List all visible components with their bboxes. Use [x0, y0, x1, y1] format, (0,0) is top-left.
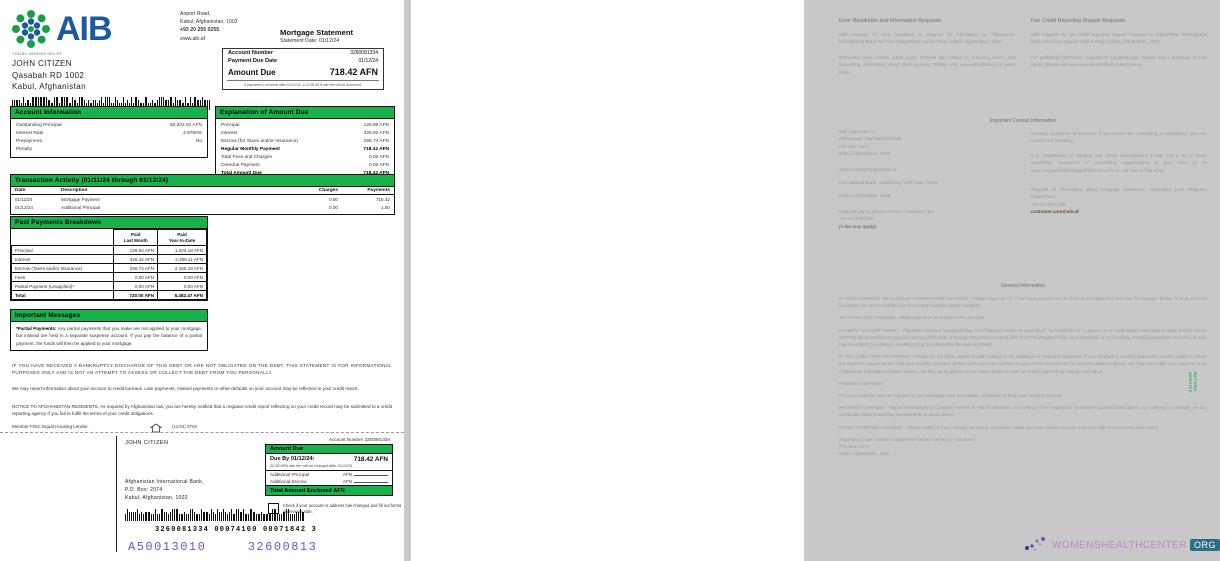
cell-label: Partial Payment (Unapplied)* — [12, 282, 114, 291]
aib-logo — [10, 8, 112, 50]
row-value: 0.00 AFN — [369, 155, 389, 160]
additional-escrow-field[interactable] — [266, 478, 392, 485]
account-number-label: Account Number — [228, 50, 274, 56]
blue-code-left: A50013010 — [128, 540, 207, 554]
amount-due-label: Amount Due — [228, 68, 276, 77]
coupon-account-label: Account Number — [328, 437, 364, 442]
avoid-late-charges-info: TO AVOID LATE CHARGES – Make payments on or before the due date. — [839, 315, 986, 321]
account-number-value: 3260081334 — [350, 50, 378, 56]
table-row — [11, 204, 394, 212]
error-resolution-section — [839, 18, 1015, 76]
additional-escrow-label: Additional Escrow — [270, 479, 307, 484]
past-payments-title: Past Payments Breakdown — [11, 217, 207, 229]
important-messages-panel — [10, 309, 208, 351]
cell-description: Additional Principal — [61, 204, 101, 210]
row-value: 325.82 AFN — [363, 131, 389, 136]
cell-last-month: 326.34 AFN — [114, 255, 158, 264]
amount-due-summary-box — [222, 48, 384, 90]
address-change-checkbox-group[interactable] — [268, 503, 404, 515]
amount-due-row — [223, 65, 383, 78]
account-info-row — [16, 146, 202, 154]
payment-due-date-row — [223, 57, 383, 65]
explanation-row — [221, 154, 389, 162]
table-row — [12, 264, 207, 273]
customer-address-block — [12, 52, 86, 93]
col-date: Date — [15, 188, 26, 193]
fair-credit-p1: Mail requests for fair credit reporting dispute requests to Afghanistan International Bank Servicing Support Airport Road, Kabul, Afghanistan, 1002. — [1031, 32, 1207, 45]
form-number: (12/24) 9709 — [172, 424, 197, 429]
statement-date: Statement Date: 01/12/24 — [280, 38, 340, 44]
table-row-total — [12, 291, 207, 300]
col-paid-ytd: Paid Year-to-Date — [158, 230, 207, 246]
residents-notice-disclosure: NOTICE TO AFGHANISTAN RESIDENTS. As required by Afghanistan law, you are hereby notified that a negative credit report reflecting on your credit record may be submitted to a credit reporting agency if you fail to fulfill the terms of your credit obligations. — [12, 404, 392, 417]
explanation-title: Explanation of Amount Due — [216, 107, 394, 119]
explanation-of-amount-due-panel — [215, 106, 395, 182]
womens-health-center-logo — [1023, 536, 1220, 554]
payment-due-date-label: Payment Due Date — [228, 58, 278, 64]
cell-label: Principal — [12, 246, 114, 255]
past-payments-breakdown-panel — [10, 216, 208, 301]
fair-credit-heading: Fair Credit Reporting Dispute Requests — [1031, 18, 1126, 24]
coupon-remit-address: Afghanistan International Bank, P.O. Box: 2074 Kabul, Afghanistan, 1002 — [125, 479, 204, 501]
mortgage-assistance-phone: +93 20 255 0255 — [1031, 201, 1066, 207]
cell-ytd: 2,296.11 AFN — [158, 255, 207, 264]
row-value: 718.42 AFN — [363, 147, 389, 152]
cell-payments: 1.50 — [381, 204, 390, 210]
hud-info: U.S. Department of Housing and Urban Development (HUD): For a list of home ownership counselors or counseling organizations in your area go to www.hud.gov/offices/hsg/sfh/hcc/hcs.cfm or call +93 20 255 0255 — [1031, 152, 1207, 173]
mortgage-assistance-info: Request for information about mortgage assistance: Associated Loss Mitigation Department — [1031, 187, 1207, 200]
address-barcode — [12, 92, 211, 105]
coupon-divider-line — [116, 436, 117, 552]
coupon-amount-due-title: Amount Due — [266, 445, 392, 454]
address-change-info: IF YOUR ADDRESS OR ACCOUNT INFORMATION CHANGES – Please place an "X" in the area provided on the front of the statement and note the changes below. To help us serve you better, be sure to include your home and business phone numbers. — [839, 296, 1207, 309]
overnight-line-1: International Bank - Cashiering 1305 Main Street — [839, 180, 939, 186]
payment-due-date-value: 01/12/24 — [358, 58, 378, 64]
explanation-row — [221, 162, 389, 170]
table-row — [11, 196, 394, 204]
cell-charges: 0.00 — [329, 197, 338, 202]
page-gutter — [404, 0, 411, 561]
empty-corner — [12, 230, 114, 246]
fdic-member-text: Member FDIC Equal Housing Lender. — [12, 424, 89, 429]
row-label: Regular Monthly Payment — [221, 147, 280, 152]
account-information-title: Account Information — [11, 107, 207, 119]
coupon-due-value: 718.42 AFN — [353, 456, 388, 463]
blue-reference-codes — [128, 540, 317, 554]
customer-care-email[interactable]: customer.care@aib.af — [1031, 209, 1079, 215]
row-label: Outstanding Principal — [16, 123, 62, 128]
cell-label: Escrow (Taxes and/or Insurance) — [12, 264, 114, 273]
cell-label: Fees — [12, 273, 114, 282]
cell-label: Interest — [12, 255, 114, 264]
transaction-activity-panel — [10, 174, 395, 215]
pay-by-phone-number: +93 20 255 0255 — [839, 216, 874, 222]
statement-page-front — [0, 0, 404, 561]
partial-payments-lead: *Partial Payments: — [16, 326, 57, 331]
return-service-marker: RETURN SERVICE — [1188, 372, 1198, 393]
pay-by-phone-fee-note: (a fee may apply) — [839, 223, 877, 229]
row-value: 4.8750% — [183, 131, 202, 136]
escrow-servicing-line-3: Kabul, Afghanistan, 1002 — [839, 451, 890, 457]
col-payments: Payments — [367, 188, 390, 193]
account-number-row — [223, 49, 383, 57]
cell-ytd: 1,024.18 AFN — [158, 246, 207, 255]
explanation-row — [221, 138, 389, 146]
contact-right-column — [1031, 130, 1207, 216]
housing-counselor-info: Housing Counselor Information: If you would like counseling or assistance, you can contact the following: — [1031, 131, 1207, 144]
table-header-row — [12, 230, 207, 246]
row-label: Penalty — [16, 147, 32, 152]
dots-icon — [1023, 536, 1049, 554]
coupon-tear-line — [0, 432, 404, 433]
col-description: Description — [61, 188, 88, 193]
partial-payments-note — [16, 325, 202, 347]
currency-unit: AFN — [342, 472, 352, 477]
cell-ytd: 0.00 AFN — [158, 273, 207, 282]
aib-logo-mark — [10, 8, 52, 50]
cell-charges: 0.00 — [329, 204, 338, 210]
important-messages-title: Important Messages — [11, 310, 207, 322]
total-enclosed-label: Total Amount Enclosed AFN — [266, 485, 392, 495]
cell-last-month: 126.92 AFN — [114, 246, 158, 255]
coupon-customer-name: JOHN CITIZEN — [125, 440, 169, 446]
mail-payments-heading: Mail payments to: — [839, 129, 875, 134]
cell-date: 01/11/24 — [15, 197, 33, 202]
account-info-row — [16, 122, 202, 130]
cell-description: Mortgage Payment — [61, 197, 100, 202]
additional-principal-label: Additional Principal — [270, 472, 310, 477]
cell-date: 01/12/24 — [15, 204, 33, 210]
transaction-activity-header-row — [11, 187, 394, 195]
coupon-amount-box — [265, 444, 393, 496]
account-info-row — [16, 138, 202, 146]
escrow-servicing-line-2: P.O. Box: 2074 — [839, 444, 869, 450]
important-messages-body — [11, 322, 207, 350]
customer-name: JOHN CITIZEN — [12, 59, 72, 68]
address-change-checkbox[interactable] — [268, 503, 279, 514]
row-value: 266.74 AFN — [363, 139, 389, 144]
table-row — [12, 273, 207, 282]
row-label: Interest — [221, 131, 237, 136]
address-change-note: Check if your account or address has changed and fill out forms on reverse side. — [283, 503, 402, 514]
additional-escrow-input-rule[interactable] — [354, 482, 388, 483]
amount-due-value: 718.42 AFN — [329, 67, 378, 77]
explanation-body — [216, 119, 394, 181]
fair-credit-p2: For additional information required to complete your dispute and a summary of your rights, please visit visit www.aib.af/About to learn more. — [1031, 54, 1207, 68]
escrow-servicing-line-1: Associated Loan Services Department Escrow Servicing - Insurance — [839, 436, 976, 442]
pay-by-phone-heading: Request pay by phone service: Customer Care — [839, 208, 935, 214]
footer-logo-text: WOMENSHEALTHCENTER — [1052, 539, 1187, 551]
error-resolution-heading: Error Resolution and Information Requests — [839, 18, 942, 24]
col-paid-last-month: Paid Last Month — [114, 230, 158, 246]
mail-sort-code: +20254 0000009 004 P2 — [12, 52, 62, 56]
micr-line: 3260081334 00074100 00071842 3 — [155, 526, 318, 534]
cell-payments: 718.42 — [375, 197, 390, 202]
cell-label: Total — [12, 291, 114, 300]
property-damage-info: PROPERTY DAMAGE – Report immediately to Customer Service at +93 20 255 0255 or in writing (to the request for information address listed above). By notifying us promptly, we can coordinate claim processing requirements to avoid delays. — [839, 405, 1207, 418]
cell-last-month: 720.00 AFN — [114, 291, 158, 300]
general-information-section — [839, 283, 1207, 462]
aib-logo-text: AIB — [56, 10, 112, 48]
currency-unit: AFN — [342, 479, 352, 484]
account-info-row — [16, 130, 202, 138]
row-label: Prepayment — [16, 139, 42, 144]
lose-statement-info: IF YOU LOSE YOUR STATEMENT – Please do not delay payment while waiting for an additional or corrected statement. If you misplace a monthly statement and are unable to return the payment coupon portion with your monthly payment, please write your loan number on your check and send to the payment address above. You may also make your payment at an Afghanistan International Bank location, call the pay by phone service listed above or make an online payment by visiting www.aib.af. — [839, 354, 1207, 374]
insurance-information-body: For your protection and as required by your Mortgage loan documents, remember to keep your property insured. — [839, 393, 1063, 399]
account-information-panel — [10, 106, 208, 158]
credit-bureau-disclosure: We may report information about your account to credit bureaus. Late payments, missed payments or other defaults on your account may be reflected in your credit report. — [12, 386, 359, 391]
row-value: No — [195, 139, 202, 144]
mail-payments-line-1: Afghanistan International Bank — [839, 136, 902, 142]
table-row — [12, 282, 207, 291]
insurance-information-heading: Insurance Information — [839, 380, 883, 386]
mail-payments-line-2: P.O. Box: 2074 — [839, 143, 870, 149]
mail-payments-line-3: Kabul, Afghanistan, 1002 — [839, 151, 891, 157]
late-fee-note: If payment is received after 01/12/24, a 22.58 AFN late fee will be assessed. — [227, 80, 379, 87]
table-row — [12, 246, 207, 255]
coupon-due-row — [266, 454, 392, 464]
cell-ytd: 2,165.18 AFN — [158, 264, 207, 273]
explanation-row — [221, 130, 389, 138]
cell-ytd: 5,482.47 AFN — [158, 291, 207, 300]
bankruptcy-disclosure: IF YOU HAVE RECEIVED A BANKRUPTCY DISCHARGE OF THIS DEBT OR ARE NOT OBLIGATED ON THE DEBT, THIS STATEMENT IS FOR INFORMATIONAL PURPOSES ONLY AND IS NOT AN ATTEMPT TO ASSESS OR COLLECT THE DEBT FROM YOU PERSONALLY. — [12, 363, 392, 376]
table-row — [12, 255, 207, 264]
policy-company-changes-info: POLICY/COMPANY CHANGES – Please notify us if you change insurance companies. Write your loan number on your insurance bills or documents and mail to: — [839, 424, 1160, 430]
row-label: Escrow (for Taxes and/or Insurance) — [221, 139, 298, 144]
coupon-late-note: 22.58 AFN late fee will be charged after 01/12/24 — [266, 464, 392, 471]
important-contact-information-title: Important Contact Information — [989, 118, 1057, 124]
contact-left-column — [839, 128, 1015, 230]
partial-payments-body: Any partial payments that you make are not applied to your mortgage, but instead are held in a separate suspense account. If you pay the balance of a partial payment, the funds will then be applied to your mortgage. — [16, 326, 202, 346]
explanation-row — [221, 122, 389, 130]
customer-address-1: Qasabah RD 1002 — [12, 70, 85, 80]
row-value: 60,202.01 AFN — [169, 123, 202, 128]
additional-principal-field[interactable] — [266, 471, 392, 478]
bank-address: Airport Road, Kabul, Afghanistan, 1002 +93 20 255 0255 www.aib.af — [180, 11, 238, 42]
additional-principal-input-rule[interactable] — [354, 475, 388, 476]
cell-last-month: 0.00 AFN — [114, 273, 158, 282]
cell-last-month: 266.74 AFN — [114, 264, 158, 273]
col-charges: Charges — [318, 188, 338, 193]
row-label: Total Fees and Charges — [221, 155, 272, 160]
account-information-body — [11, 119, 207, 157]
overnight-heading: Send overnight payments to: — [839, 166, 898, 172]
cell-last-month: 0.00 AFN — [114, 282, 158, 291]
coupon-account-value: 3260081334 — [364, 437, 390, 442]
past-payments-table — [11, 229, 207, 300]
error-resolution-p2: Borrowers have certain rights under Federal law related to resolving errors and requesting information about their account. Please visit www.aib.af/About to learn more. — [839, 54, 1015, 75]
row-label: Interest Rate — [16, 131, 44, 136]
general-information-title: General Information — [1000, 283, 1046, 289]
row-value: 0.00 AFN — [369, 163, 389, 168]
statement-page-back — [411, 0, 1216, 561]
coupon-due-label: Due By 01/12/24: — [270, 456, 315, 462]
equal-housing-lender-icon — [150, 420, 162, 438]
fair-credit-section — [1031, 18, 1207, 69]
error-resolution-p1: Mail requests for error resolution or requests for information to: Afghanistan International Bank We Care Department Airport Road, Kabul, Afghanistan, 1002. — [839, 32, 1015, 45]
payment-cutoff-info: PAYMENT CUT-OFF TIMES – Payments received Monday-Friday (non-holidays) online at www.aib.af, by telephone or in person at an Afghanistan International Bank branch before 5:00 PM will be credited to your account as of the date of receipt. Payments received after 5:00 PM Monday-Friday, on a weekend, or on a holiday, including payments received via mail, may be subject to a delay in crediting of up to 5 days after the date of receipt. — [839, 327, 1207, 348]
statement-title: Mortgage Statement — [280, 28, 353, 37]
blue-code-right: 32600813 — [247, 540, 318, 554]
coupon-account-number — [250, 437, 390, 442]
overnight-line-2: Kabul, Afghanistan, 1002 — [839, 193, 891, 199]
customer-address-2: Kabul, Afghanistan — [12, 82, 86, 91]
footer-logo-org: ORG — [1190, 539, 1220, 551]
row-label: Overdue Payment — [221, 163, 260, 168]
explanation-row-regular-payment — [221, 146, 389, 154]
cell-ytd: 0.00 AFN — [158, 282, 207, 291]
transaction-activity-title: Transaction Activity (01/11/24 through 01/12/24) — [11, 175, 394, 187]
row-label: Principal — [221, 123, 240, 128]
row-value: 125.86 AFN — [363, 123, 389, 128]
